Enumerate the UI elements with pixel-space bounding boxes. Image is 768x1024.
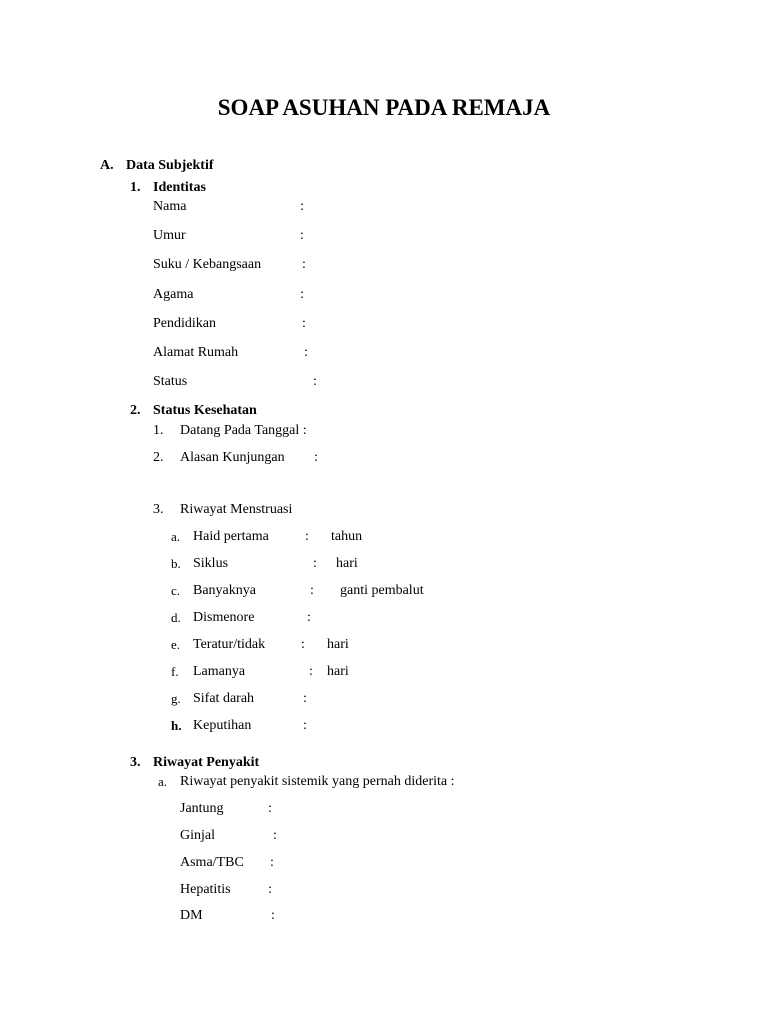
field-label-nama: Nama bbox=[153, 199, 187, 214]
menstruasi-label-keputihan: Keputihan bbox=[193, 718, 252, 733]
field-colon: : bbox=[270, 855, 274, 870]
field-colon: : bbox=[300, 199, 304, 214]
field-colon: : bbox=[307, 610, 311, 625]
sub-letter: c. bbox=[171, 583, 181, 598]
field-colon: : bbox=[303, 691, 307, 706]
field-colon: : bbox=[313, 556, 317, 571]
menstruasi-label-haid: Haid pertama bbox=[193, 529, 269, 544]
disease-label-jantung: Jantung bbox=[180, 801, 224, 816]
field-label-suku: Suku / Kebangsaan bbox=[153, 257, 262, 272]
unit-label: hari bbox=[327, 637, 349, 652]
item-label-alasan: Alasan Kunjungan bbox=[180, 450, 285, 465]
field-colon: : bbox=[268, 801, 272, 816]
sub-letter: e. bbox=[171, 637, 181, 652]
field-colon: : bbox=[302, 257, 306, 272]
sub-letter: f. bbox=[171, 664, 179, 679]
field-colon: : bbox=[300, 228, 304, 243]
field-colon: : bbox=[310, 583, 314, 598]
field-colon: : bbox=[303, 718, 307, 733]
field-colon: : bbox=[273, 828, 277, 843]
field-colon: : bbox=[302, 316, 306, 331]
disease-label-asma: Asma/TBC bbox=[180, 855, 244, 870]
field-colon: : bbox=[301, 637, 305, 652]
field-label-pendidikan: Pendidikan bbox=[153, 316, 216, 331]
sub-letter: a. bbox=[158, 774, 168, 789]
sub-letter: h. bbox=[171, 718, 182, 733]
field-colon: : bbox=[305, 529, 309, 544]
sub-letter: b. bbox=[171, 556, 181, 571]
status-kesehatan-heading: Status Kesehatan bbox=[153, 403, 257, 418]
field-label-status: Status bbox=[153, 374, 188, 389]
field-colon: : bbox=[271, 908, 275, 923]
unit-label: ganti pembalut bbox=[340, 583, 424, 598]
item-label-datang: Datang Pada Tanggal : bbox=[180, 423, 307, 438]
menstruasi-label-siklus: Siklus bbox=[193, 556, 229, 571]
field-colon: : bbox=[300, 287, 304, 302]
field-colon: : bbox=[313, 374, 317, 389]
field-colon: : bbox=[304, 345, 308, 360]
document-title: SOAP ASUHAN PADA REMAJA bbox=[217, 95, 551, 120]
identitas-heading: Identitas bbox=[153, 180, 206, 195]
section-a-marker: A. bbox=[100, 158, 114, 173]
item-number: 3. bbox=[153, 502, 164, 517]
field-colon: : bbox=[309, 664, 313, 679]
unit-label: hari bbox=[336, 556, 358, 571]
item-number: 2. bbox=[153, 450, 164, 465]
field-colon: : bbox=[314, 450, 318, 465]
field-colon: : bbox=[268, 882, 272, 897]
menstruasi-label-teratur: Teratur/tidak bbox=[193, 637, 266, 652]
menstruasi-label-banyaknya: Banyaknya bbox=[193, 583, 256, 598]
field-label-agama: Agama bbox=[153, 287, 194, 302]
item-number: 1. bbox=[153, 423, 164, 438]
unit-label: hari bbox=[327, 664, 349, 679]
disease-label-dm: DM bbox=[180, 908, 203, 923]
identitas-marker: 1. bbox=[130, 180, 141, 195]
riwayat-penyakit-heading: Riwayat Penyakit bbox=[153, 755, 260, 770]
riwayat-penyakit-marker: 3. bbox=[130, 755, 141, 770]
section-a-heading: Data Subjektif bbox=[126, 158, 214, 173]
sub-letter: d. bbox=[171, 610, 181, 625]
disease-label-ginjal: Ginjal bbox=[180, 828, 215, 843]
item-label-menstruasi: Riwayat Menstruasi bbox=[180, 502, 293, 517]
sub-letter: g. bbox=[171, 691, 181, 706]
menstruasi-label-sifat-darah: Sifat darah bbox=[193, 691, 255, 706]
menstruasi-label-lamanya: Lamanya bbox=[193, 664, 246, 679]
disease-label-hepatitis: Hepatitis bbox=[180, 882, 231, 897]
unit-label: tahun bbox=[331, 529, 363, 544]
status-kesehatan-marker: 2. bbox=[130, 403, 141, 418]
field-label-alamat: Alamat Rumah bbox=[153, 345, 239, 360]
riwayat-sistemik-label: Riwayat penyakit sistemik yang pernah diderita : bbox=[180, 774, 455, 789]
sub-letter: a. bbox=[171, 529, 181, 544]
field-label-umur: Umur bbox=[153, 228, 186, 243]
menstruasi-label-dismenore: Dismenore bbox=[193, 610, 255, 625]
